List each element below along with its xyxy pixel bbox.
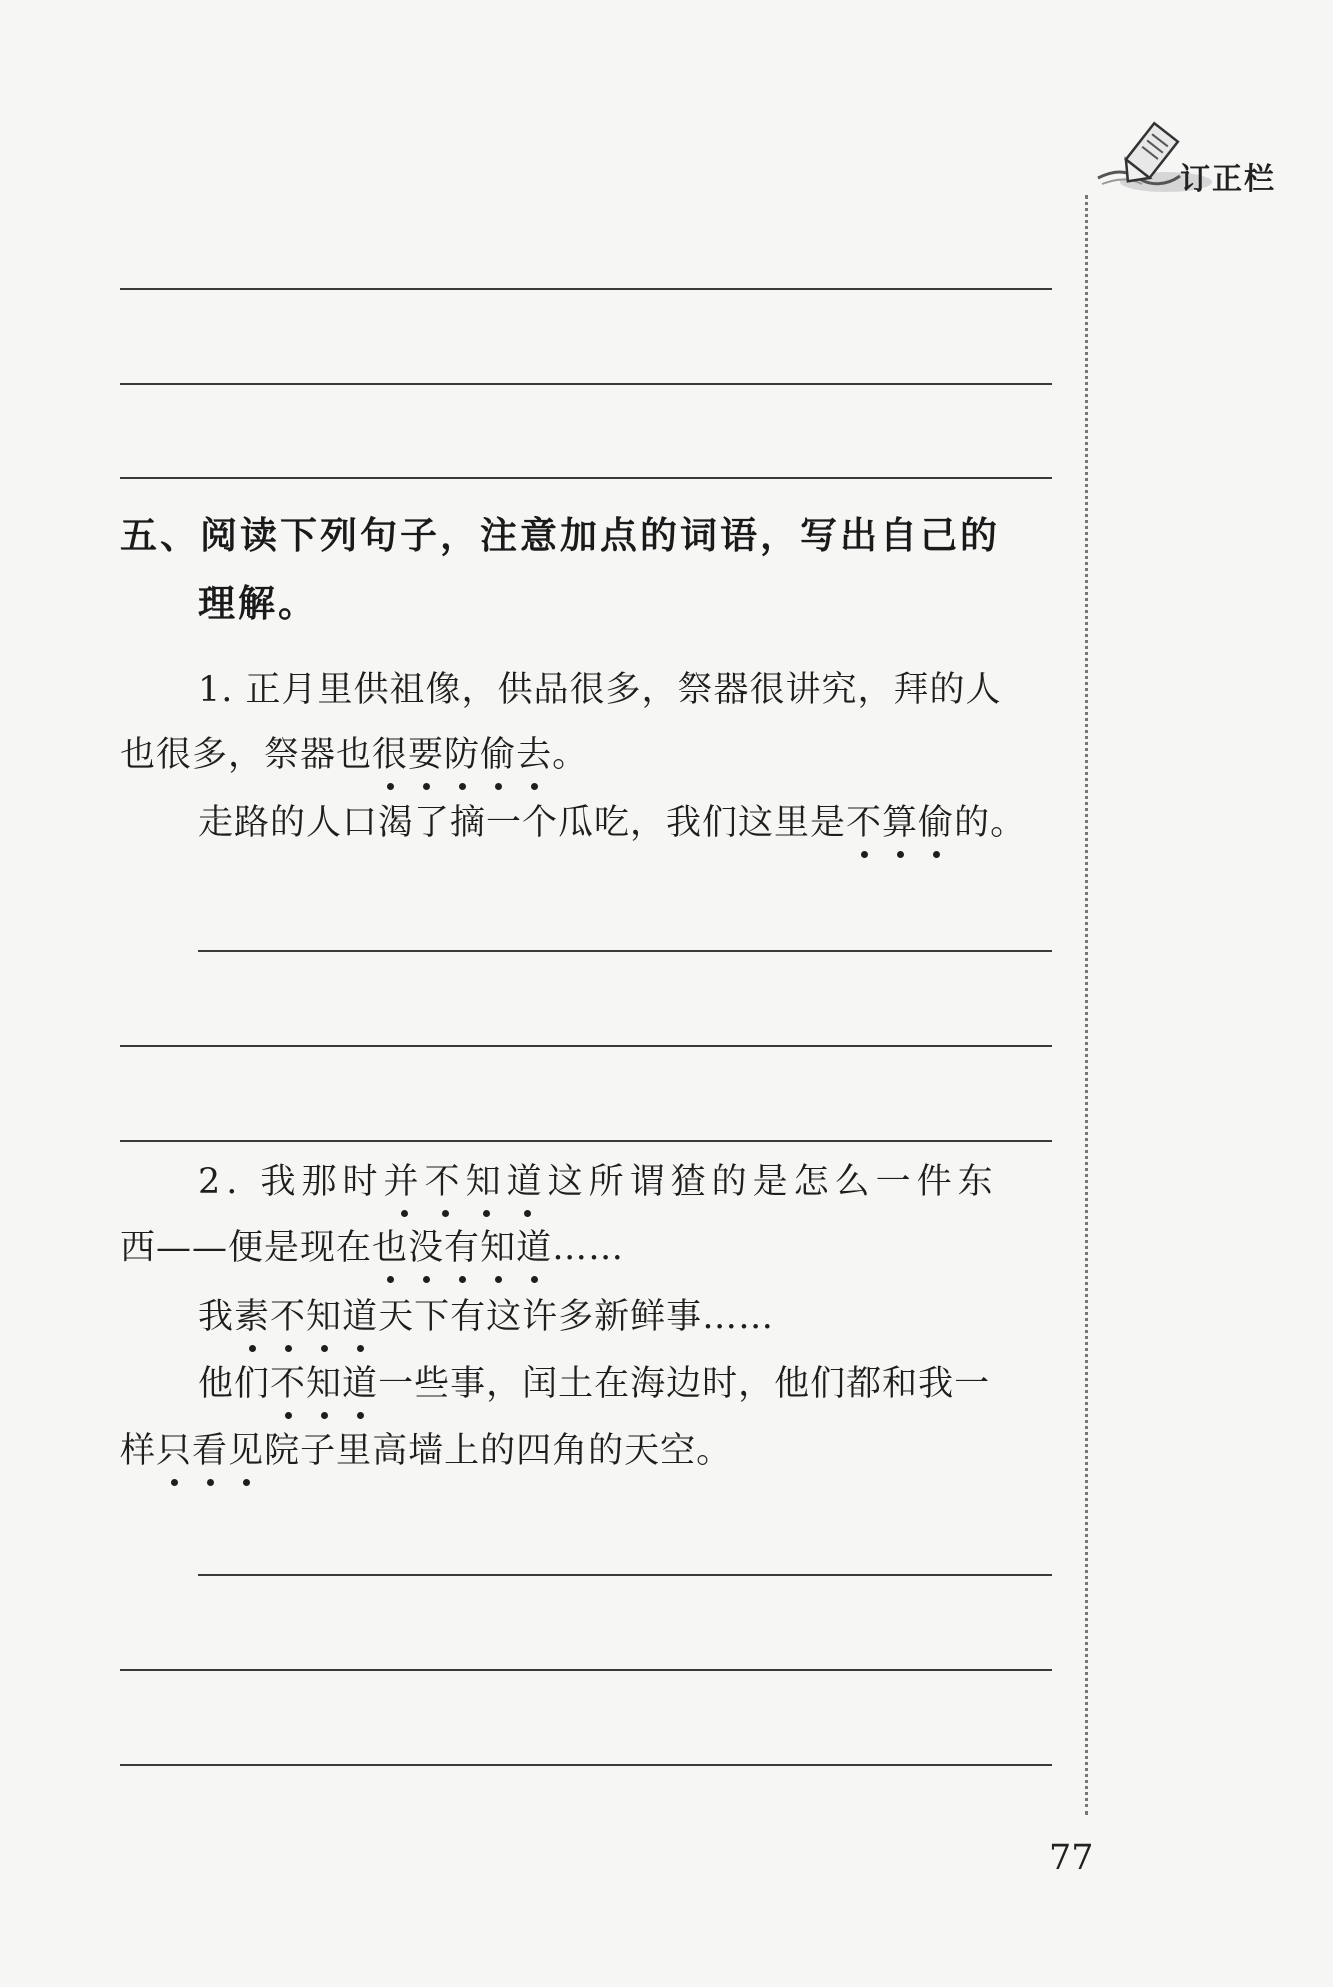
plain-text: 一些事，闰土在海边时，他们都和我一 bbox=[378, 1364, 991, 1404]
answer-line[interactable] bbox=[120, 383, 1052, 385]
q1-sentence-line bbox=[198, 801, 1026, 845]
q2-sentence-line bbox=[198, 1295, 774, 1339]
dotted-character: 知 bbox=[306, 1297, 343, 1337]
dotted-character: 道 bbox=[342, 1364, 379, 1404]
dotted-character: 很 bbox=[372, 735, 409, 775]
correction-column-title: 订正栏 bbox=[1180, 162, 1276, 197]
dotted-character: 并 bbox=[383, 1162, 425, 1202]
correction-column-header bbox=[1096, 120, 1306, 200]
plain-text: …… bbox=[552, 1228, 625, 1268]
answer-line[interactable] bbox=[120, 288, 1052, 290]
dotted-character: 有 bbox=[444, 1228, 481, 1268]
dotted-character: 素 bbox=[234, 1297, 271, 1337]
plain-text: 的。 bbox=[954, 803, 1027, 843]
q2-sentence-line bbox=[198, 1362, 990, 1406]
answer-line[interactable] bbox=[120, 477, 1052, 479]
plain-text: 他们 bbox=[198, 1364, 271, 1404]
dotted-character: 偷 bbox=[480, 735, 517, 775]
answer-line[interactable] bbox=[120, 1045, 1052, 1047]
margin-divider bbox=[1085, 195, 1088, 1815]
dotted-character: 不 bbox=[270, 1297, 307, 1337]
dotted-character: 看 bbox=[192, 1431, 229, 1471]
q2-sentence-line bbox=[198, 1160, 999, 1204]
page-number: 77 bbox=[1049, 1838, 1094, 1878]
dotted-character: 只 bbox=[156, 1431, 193, 1471]
dotted-character: 偷 bbox=[918, 803, 955, 843]
dotted-character: 道 bbox=[506, 1162, 548, 1202]
dotted-character: 要 bbox=[408, 735, 445, 775]
plain-text: 。 bbox=[552, 735, 589, 775]
dotted-character: 也 bbox=[372, 1228, 409, 1268]
plain-text: 西——便是现在 bbox=[120, 1228, 373, 1268]
dotted-character: 道 bbox=[516, 1228, 553, 1268]
plain-text: 也很多，祭器也 bbox=[120, 735, 373, 775]
q2-sentence-line bbox=[120, 1226, 624, 1270]
dotted-character: 知 bbox=[306, 1364, 343, 1404]
plain-text: 样 bbox=[120, 1431, 157, 1471]
dotted-character: 算 bbox=[882, 803, 919, 843]
dotted-character: 见 bbox=[228, 1431, 265, 1471]
plain-text: 院子里高墙上的四角的天空。 bbox=[264, 1431, 733, 1471]
dotted-character: 防 bbox=[444, 735, 481, 775]
plain-text: 天下有这许多新鲜事…… bbox=[378, 1297, 775, 1337]
dotted-character: 知 bbox=[465, 1162, 507, 1202]
section-heading: 五、阅读下列句子，注意加点的词语，写出自己的 bbox=[120, 514, 1000, 557]
dotted-character: 道 bbox=[342, 1297, 379, 1337]
section-heading-continued: 理解。 bbox=[198, 582, 318, 625]
dotted-character: 不 bbox=[846, 803, 883, 843]
answer-line[interactable] bbox=[198, 950, 1052, 952]
answer-line[interactable] bbox=[120, 1764, 1052, 1766]
answer-line[interactable] bbox=[120, 1669, 1052, 1671]
q1-sentence-line: 1. 正月里供祖像，供品很多，祭器很讲究，拜的人 bbox=[198, 670, 1002, 710]
dotted-character: 不 bbox=[424, 1162, 466, 1202]
plain-text: 走路的人口渴了摘一个瓜吃，我们这里是 bbox=[198, 803, 847, 843]
answer-line[interactable] bbox=[120, 1140, 1052, 1142]
plain-text: 我 bbox=[198, 1297, 235, 1337]
dotted-character: 不 bbox=[270, 1364, 307, 1404]
q1-sentence-line bbox=[120, 733, 588, 777]
answer-line[interactable] bbox=[198, 1574, 1052, 1576]
plain-text: 这所谓猹的是怎么一件东 bbox=[547, 1162, 999, 1202]
plain-text: 2. 我那时 bbox=[198, 1162, 384, 1202]
dotted-character: 去 bbox=[516, 735, 553, 775]
dotted-character: 知 bbox=[480, 1228, 517, 1268]
dotted-character: 没 bbox=[408, 1228, 445, 1268]
q2-sentence-line bbox=[120, 1429, 732, 1473]
